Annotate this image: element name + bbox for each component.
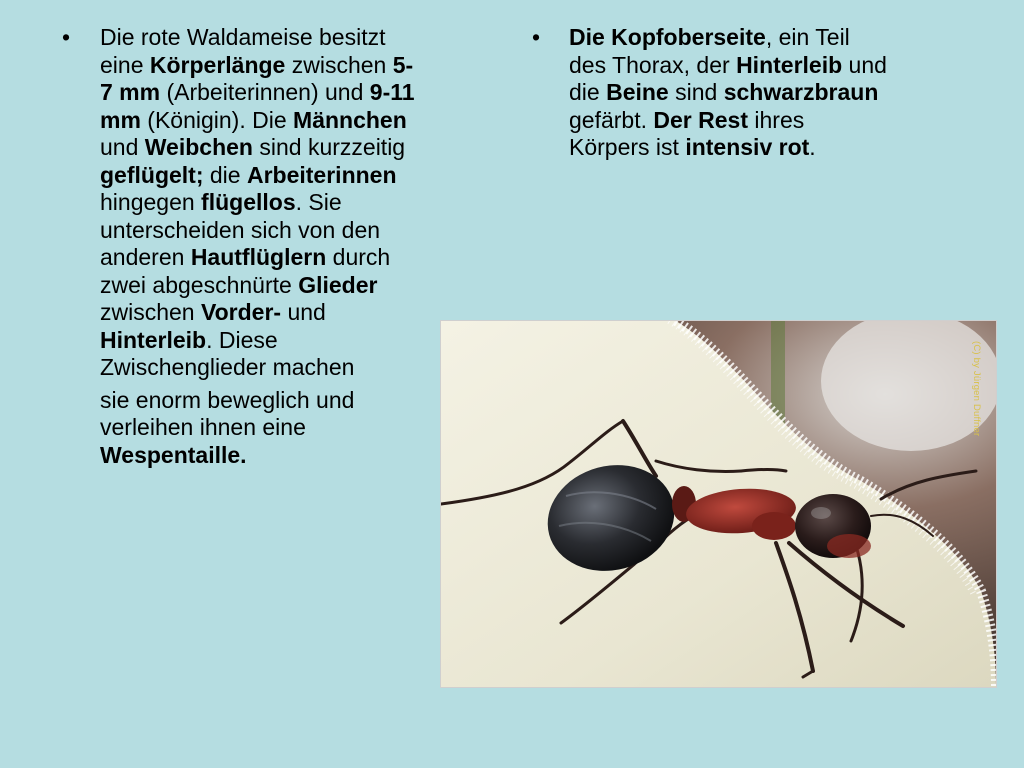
text-line — [100, 189, 500, 217]
text-segment: und — [281, 299, 326, 325]
text-line — [569, 79, 989, 107]
text-segment: ihres — [748, 106, 805, 133]
text-segment: sind kurzzeitig — [252, 134, 406, 160]
bold-text: 9-11 — [369, 79, 415, 105]
bold-text: Hautflüglern — [190, 244, 327, 270]
text-segment: die — [569, 79, 607, 105]
text-line — [100, 24, 500, 52]
ant-photo — [440, 320, 997, 688]
bullet-symbol: • — [532, 24, 541, 50]
text-segment: durch — [326, 244, 391, 270]
bold-text: 7 mm — [100, 79, 161, 105]
text-segment: zwei abgeschnürte — [100, 271, 299, 298]
bold-text: 5- — [392, 51, 414, 78]
text-segment: unterscheiden sich von den — [100, 216, 381, 243]
bold-text: Der Rest — [653, 106, 748, 133]
text-segment: , ein Teil — [765, 24, 850, 50]
text-line — [569, 134, 989, 162]
bold-text: intensiv rot — [685, 134, 810, 160]
text-line — [100, 244, 500, 272]
text-line — [100, 107, 500, 135]
bold-text: Hinterleib — [736, 51, 843, 78]
bullet-symbol: • — [62, 24, 71, 50]
text-segment: Körpers ist — [569, 134, 686, 160]
bold-text: Arbeiterinnen — [246, 161, 397, 188]
bold-text: geflügelt; — [100, 161, 204, 188]
text-line — [100, 79, 500, 107]
bold-text: Wespentaille. — [100, 441, 247, 468]
text-line — [100, 52, 500, 80]
text-segment: zwischen — [285, 51, 393, 78]
text-segment: (Arbeiterinnen) und — [160, 79, 370, 105]
ant-illustration — [441, 321, 996, 687]
bold-text: mm — [100, 106, 141, 133]
text-segment: die — [203, 161, 247, 188]
text-segment: gefärbt. — [569, 106, 654, 133]
text-line — [100, 272, 500, 300]
text-segment: des Thorax, der — [569, 51, 737, 78]
text-segment: zwischen — [100, 299, 201, 325]
bold-text: schwarzbraun — [723, 79, 879, 105]
bold-text: Weibchen — [144, 134, 253, 160]
text-line — [569, 52, 989, 80]
photo-copyright: (C) by Jürgen Duffner — [971, 341, 982, 437]
text-line — [569, 107, 989, 135]
text-line — [100, 134, 500, 162]
bold-text: Vorder- — [200, 299, 282, 325]
text-segment: Zwischenglieder machen — [100, 354, 355, 380]
text-segment: hingegen — [100, 189, 202, 215]
bold-text: Körperlänge — [149, 51, 286, 78]
text-segment: und — [842, 51, 887, 78]
text-segment: . Sie — [295, 189, 342, 215]
text-segment: Die rote Waldameise besitzt — [100, 24, 386, 50]
bold-text: Männchen — [293, 106, 407, 133]
text-segment: sie enorm beweglich und — [100, 386, 355, 413]
bold-text: Glieder — [298, 271, 378, 298]
text-line — [100, 217, 500, 245]
bold-text: Beine — [606, 79, 669, 105]
text-segment: . — [809, 134, 816, 160]
text-segment: sind — [668, 79, 724, 105]
text-segment: verleihen ihnen eine — [100, 414, 306, 440]
text-segment: eine — [100, 51, 150, 78]
text-segment: . Diese — [206, 326, 278, 353]
bold-text: flügellos — [201, 189, 296, 215]
text-segment: und — [100, 134, 145, 160]
bold-text: Die Kopfoberseite — [569, 24, 766, 50]
text-segment: (Königin). Die — [140, 106, 294, 133]
text-line — [569, 24, 989, 52]
text-line — [100, 162, 500, 190]
text-segment: anderen — [100, 244, 191, 270]
bold-text: Hinterleib — [100, 326, 207, 353]
bullet-text-right — [569, 24, 989, 162]
